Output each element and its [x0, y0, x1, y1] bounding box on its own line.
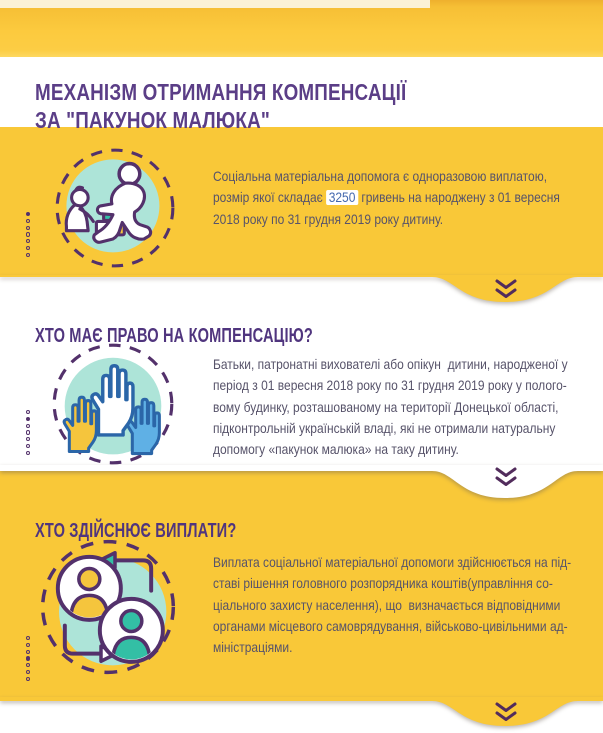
payers-paragraph	[213, 552, 603, 658]
dot	[26, 656, 30, 660]
page-title-line1: МЕХАНІЗМ ОТРИМАННЯ КОМПЕНСАЦІЇ	[35, 79, 407, 106]
dot	[26, 451, 30, 455]
paragraph-line: ціального захисту населення), що визначається відповідними	[213, 597, 561, 613]
payment-paragraph	[213, 166, 596, 230]
paragraph-line: період з 01 вересня 2018 року по 31 грудня 2019 року у полого-	[213, 378, 567, 394]
paragraph-line: підконтрольній українській владі, які не отримали натуральну	[213, 420, 556, 436]
section-title-payers: ХТО ЗДІЙСНЮЄ ВИПЛАТИ?	[35, 519, 237, 542]
paragraph-line: Соціальна матеріальна допомога є одноразовою виплатою,	[213, 169, 548, 184]
dot	[26, 444, 30, 448]
section-divider	[0, 275, 603, 311]
dot	[26, 677, 30, 681]
dot	[26, 650, 30, 654]
paragraph-line: допомогу «пакунок малюка» на таку дитину.	[213, 442, 459, 458]
paragraph-line: ставі рішення головного розпорядника коштів(управління со-	[213, 576, 553, 592]
parent-baby-blocks-icon	[53, 146, 177, 270]
paragraph-line: Виплата соціальної матеріальної допомоги здійснюється на під-	[213, 555, 572, 570]
dot	[26, 219, 30, 223]
section-title-eligibility: ХТО МАЄ ПРАВО НА КОМПЕНСАЦІЮ?	[35, 324, 313, 347]
paragraph-line: вому будинку, розташованому на території Донецької області,	[213, 399, 559, 415]
line-text: розмір якої складає	[213, 190, 327, 206]
dot	[26, 670, 30, 674]
section-divider	[0, 465, 603, 505]
dot-column	[25, 212, 31, 257]
dot-column	[25, 410, 31, 455]
dot	[26, 424, 30, 428]
dot	[26, 437, 30, 441]
dot	[26, 212, 30, 216]
dot	[26, 253, 30, 257]
section-divider	[0, 697, 603, 733]
dot	[26, 232, 30, 236]
dot	[26, 246, 30, 250]
paragraph-line: органами місцевого самоврядування, військово-цивільними ад-	[213, 618, 568, 634]
paragraph-line	[213, 187, 596, 208]
page-title	[35, 78, 494, 134]
paragraph-line: міністраціями.	[213, 640, 293, 656]
dot	[26, 430, 30, 434]
paragraph-line: Батьки, патронатні вихователі або опікун дитини, народженої у	[213, 357, 568, 372]
dot	[26, 226, 30, 230]
dot	[26, 636, 30, 640]
dot	[26, 643, 30, 647]
dot	[26, 417, 30, 421]
page-title-line2: ЗА "ПАКУНОК МАЛЮКА"	[35, 107, 270, 134]
dot-column	[25, 636, 31, 681]
dot	[26, 410, 30, 414]
people-exchange-icon	[38, 537, 178, 677]
dot	[26, 663, 30, 667]
paragraph-line: 2018 року по 31 грудня 2019 року дитину.	[213, 211, 444, 227]
top-band-accent	[0, 0, 430, 8]
top-band	[0, 0, 603, 57]
line-text: гривень на народжену з 01 вересня	[358, 190, 560, 206]
eligibility-paragraph	[213, 354, 603, 460]
raised-hands-icon	[50, 341, 176, 467]
amount-highlight: 3250	[326, 190, 358, 205]
dot	[26, 239, 30, 243]
